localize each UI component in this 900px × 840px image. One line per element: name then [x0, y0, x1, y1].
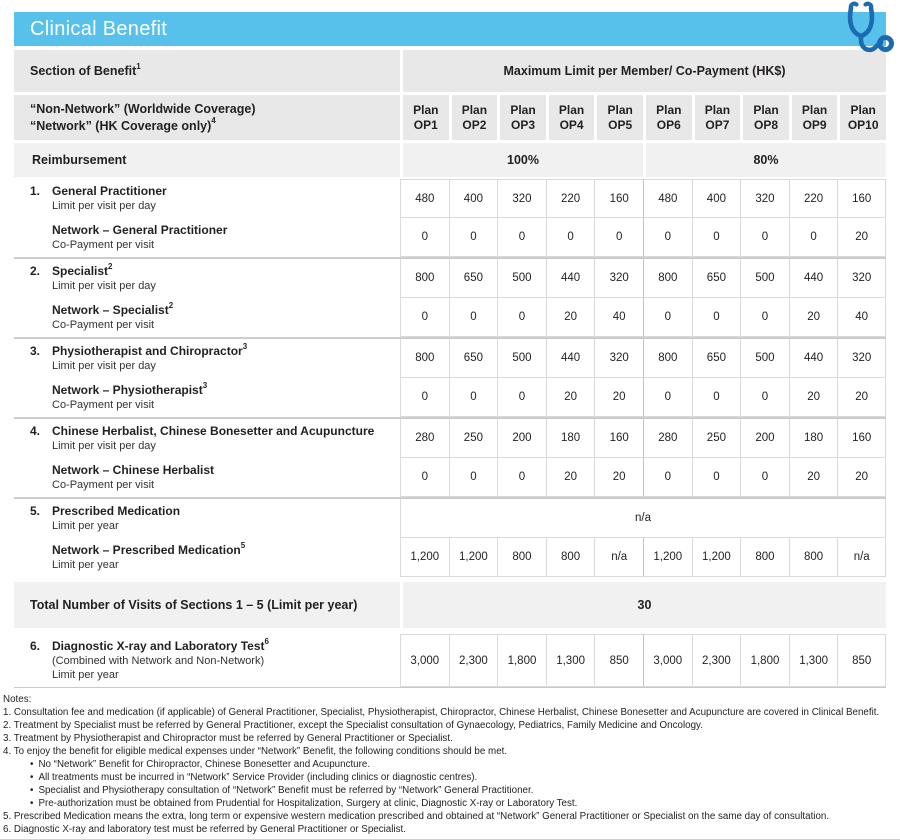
benefit-label: Network – Prescribed Medication$^5$ Limit per year [52, 541, 246, 571]
non-network-label: “Non-Network” (Worldwide Coverage) [30, 101, 256, 116]
benefit-value: 0 [449, 458, 498, 497]
note-item: 6. Diagnostic X-ray and laboratory test must be referred by General Practitioner or Specialist. [3, 824, 406, 835]
benefit-value: 800 [497, 538, 546, 577]
benefit-value: 500 [497, 259, 546, 298]
benefit-value: 20 [546, 378, 595, 417]
plan-column-header: Plan OP2 [449, 95, 498, 140]
benefit-value: 20 [837, 218, 886, 257]
benefit-value: 500 [740, 259, 789, 298]
note-item: 3. Treatment by Physiotherapist and Chiropractor must be referred by General Practitioner or Specialist. [3, 733, 453, 744]
benefit-value: 20 [594, 458, 643, 497]
notes-list [3, 706, 886, 836]
benefit-value: 0 [497, 378, 546, 417]
benefit-value: 2,300 [449, 634, 498, 687]
benefit-value: 650 [449, 339, 498, 378]
benefit-value: 250 [692, 419, 741, 458]
benefit-label: Network – Chinese Herbalist Co-Payment per visit [52, 463, 215, 491]
benefit-value: 320 [594, 259, 643, 298]
total-visits-value: 30 [400, 582, 886, 628]
plan-header-row [14, 95, 886, 140]
benefit-value: 1,200 [692, 538, 741, 577]
network-coverage-header [14, 95, 400, 140]
plan-column-header: Plan OP3 [497, 95, 546, 140]
benefit-value: 20 [789, 458, 838, 497]
benefit-value: 200 [497, 419, 546, 458]
benefit-value: 0 [449, 298, 498, 337]
benefit-value: 0 [789, 218, 838, 257]
benefit-value: 1,800 [740, 634, 789, 687]
benefit-value: 180 [546, 419, 595, 458]
benefit-value: 0 [449, 218, 498, 257]
benefit-value: 800 [643, 339, 692, 378]
benefit-value: 0 [643, 298, 692, 337]
benefit-value: 1,800 [497, 634, 546, 687]
benefit-value: 480 [400, 179, 449, 218]
benefit-value: 160 [837, 419, 886, 458]
benefit-label: Network – Specialist$^2$ Co-Payment per visit [52, 301, 174, 331]
network-benefit-row [14, 458, 886, 497]
benefit-value: 440 [546, 259, 595, 298]
benefit-row [14, 337, 886, 378]
note-item: • Pre-authorization must be obtained from Prudential for Hospitalization, Surgery at clinic, Diagnostic X-ray or Laboratory Test. [30, 798, 578, 809]
benefit-value: 160 [594, 179, 643, 218]
plan-column-header: Plan OP5 [594, 95, 643, 140]
benefit-value: 3,000 [400, 634, 449, 687]
note-item: 4. To enjoy the benefit for eligible medical expenses under “Network” Benefit, the following conditions should be met. [3, 746, 508, 757]
benefit-value: 0 [643, 378, 692, 417]
benefit-value: 20 [837, 378, 886, 417]
benefit-value: 1,300 [789, 634, 838, 687]
note-item: • Specialist and Physiotherapy consultation of “Network” Benefit must be referred by “Network” General Practitioner. [30, 785, 534, 796]
benefit-value: n/a [837, 538, 886, 577]
benefit-value: 800 [789, 538, 838, 577]
stethoscope-icon [838, 1, 894, 53]
note-item: 5. Prescribed Medication means the extra, long term or expensive western medication prescribed and obtained at “Network” General Practitioner or Specialist on the same day of consultation. [3, 811, 830, 822]
benefit-label: 5. Prescribed Medication Limit per year [30, 504, 181, 532]
benefit-row [14, 497, 886, 538]
benefit-value: 0 [400, 298, 449, 337]
reimbursement-row [14, 143, 886, 177]
max-limit-label: Maximum Limit per Member/ Co-Payment (HK$) [503, 64, 786, 78]
benefit-value: 20 [789, 298, 838, 337]
benefit-value: 0 [643, 218, 692, 257]
benefit-value: 0 [692, 378, 741, 417]
plan-column-header: Plan OP10 [837, 95, 886, 140]
benefit-value: 320 [837, 259, 886, 298]
benefit-value: 20 [837, 458, 886, 497]
max-limit-header [400, 50, 886, 92]
benefit-value: 0 [497, 298, 546, 337]
benefit-label: 1. General Practitioner Limit per visit per day [30, 184, 167, 212]
benefit-value: 0 [497, 458, 546, 497]
benefit-value: 650 [449, 259, 498, 298]
benefit-value: 280 [643, 419, 692, 458]
benefit-value: 0 [740, 298, 789, 337]
plan-column-header: Plan OP4 [546, 95, 595, 140]
benefit-value: 20 [546, 458, 595, 497]
footnote-ref: 1 [136, 61, 141, 71]
benefit-value: 160 [837, 179, 886, 218]
benefit-value: 440 [789, 259, 838, 298]
benefit-value: 850 [837, 634, 886, 687]
benefit-value: 440 [789, 339, 838, 378]
benefit-row [14, 179, 886, 218]
benefit-value: 480 [643, 179, 692, 218]
benefit-value: 3,000 [643, 634, 692, 687]
benefit-value: 0 [692, 298, 741, 337]
benefit-row [14, 417, 886, 458]
benefit-value: 800 [643, 259, 692, 298]
benefit-value: 800 [740, 538, 789, 577]
plan-column-header: Plan OP8 [740, 95, 789, 140]
benefit-value: 500 [740, 339, 789, 378]
note-item: • All treatments must be incurred in “Network” Service Provider (including clinics or diagnostic centres). [30, 772, 478, 783]
benefit-value: 0 [740, 378, 789, 417]
benefit-row [14, 634, 886, 688]
network-benefit-row [14, 538, 886, 577]
table-header-row [14, 50, 886, 92]
benefit-value: 220 [546, 179, 595, 218]
benefit-label: Network – Physiotherapist$^3$ Co-Payment per visit [52, 381, 208, 411]
benefit-value: 1,200 [400, 538, 449, 577]
benefit-rows-group [14, 634, 886, 688]
benefit-value: 160 [594, 419, 643, 458]
benefit-value: 180 [789, 419, 838, 458]
benefit-value: 850 [594, 634, 643, 687]
benefit-value: 800 [400, 339, 449, 378]
benefit-value: 0 [692, 218, 741, 257]
reimbursement-label: Reimbursement [14, 143, 400, 177]
benefit-value: 320 [594, 339, 643, 378]
benefit-value: 220 [789, 179, 838, 218]
benefit-value: 800 [546, 538, 595, 577]
benefit-value: 280 [400, 419, 449, 458]
plan-column-header: Plan OP9 [789, 95, 838, 140]
benefit-value: 0 [740, 218, 789, 257]
benefit-value: 20 [789, 378, 838, 417]
network-label: “Network” (HK Coverage only) [30, 118, 212, 133]
benefit-value: 650 [692, 339, 741, 378]
benefit-value: 320 [497, 179, 546, 218]
benefit-label: 2. Specialist$^2$ Limit per visit per day [30, 262, 156, 292]
benefit-value: 1,300 [546, 634, 595, 687]
note-item: 2. Treatment by Specialist must be referred by General Practitioner, except the Specialist consultation of Gynaecology, Pediatrics, Family Medicine and Oncology. [3, 720, 703, 731]
section-banner [14, 12, 886, 46]
benefit-value: 40 [594, 298, 643, 337]
note-item: • No “Network” Benefit for Chiropractor, Chinese Bonesetter and Acupuncture. [30, 759, 371, 770]
benefit-value: 2,300 [692, 634, 741, 687]
benefit-value: 0 [643, 458, 692, 497]
benefit-value: 0 [692, 458, 741, 497]
network-benefit-row [14, 378, 886, 417]
notes-heading: Notes: [3, 694, 32, 705]
benefit-value-merged: n/a [400, 499, 886, 538]
plan-column-header: Plan OP6 [643, 95, 692, 140]
benefit-value: 800 [400, 259, 449, 298]
note-item: 1. Consultation fee and medication (if applicable) of General Practitioner, Specialist, Physiotherapist, Chiropractor, Chinese Herbalist, Chinese Bonesetter and Acupuncture are covered in Clinical Benefit. [3, 707, 880, 718]
benefit-value: 1,200 [449, 538, 498, 577]
page-title: Clinical Benefit [30, 17, 168, 40]
reimbursement-value-100: 100% [400, 143, 643, 177]
benefit-value: 0 [400, 378, 449, 417]
benefit-value: 0 [497, 218, 546, 257]
benefit-label: Network – General Practitioner Co-Payment per visit [52, 223, 228, 251]
network-benefit-row [14, 218, 886, 257]
footnote-ref: 4 [211, 116, 216, 126]
benefit-value: 0 [449, 378, 498, 417]
section-of-benefit-label: Section of Benefit [30, 64, 137, 78]
benefit-label: 3. Physiotherapist and Chiropractor$^3$ Limit per visit per day [30, 342, 248, 372]
benefit-label: 6. Diagnostic X-ray and Laboratory Test$^6$ (Combined with Network and Non-Network) Limit per year [30, 637, 269, 681]
benefit-value: n/a [594, 538, 643, 577]
network-benefit-row [14, 298, 886, 337]
benefit-value: 200 [740, 419, 789, 458]
benefit-label: 4. Chinese Herbalist, Chinese Bonesetter and Acupuncture Limit per visit per day [30, 424, 375, 452]
benefit-value: 40 [837, 298, 886, 337]
benefit-value: 250 [449, 419, 498, 458]
benefit-value: 650 [692, 259, 741, 298]
plan-column-header: Plan OP7 [692, 95, 741, 140]
benefit-row [14, 257, 886, 298]
reimbursement-value-80: 80% [643, 143, 886, 177]
benefit-value: 320 [740, 179, 789, 218]
benefit-value: 1,200 [643, 538, 692, 577]
benefit-value: 0 [594, 218, 643, 257]
benefit-rows-group [14, 179, 886, 577]
benefit-value: 20 [546, 298, 595, 337]
benefit-value: 500 [497, 339, 546, 378]
benefit-value: 320 [837, 339, 886, 378]
notes-section [3, 693, 886, 836]
benefit-value: 0 [546, 218, 595, 257]
benefit-value: 400 [449, 179, 498, 218]
benefit-value: 20 [594, 378, 643, 417]
benefit-value: 440 [546, 339, 595, 378]
benefit-value: 0 [740, 458, 789, 497]
total-visits-label: Total Number of Visits of Sections 1 – 5 (Limit per year) [14, 582, 400, 628]
benefit-value: 400 [692, 179, 741, 218]
section-of-benefit-header [14, 50, 400, 92]
total-visits-row [14, 582, 886, 628]
benefit-value: 0 [400, 458, 449, 497]
plan-column-header: Plan OP1 [400, 95, 449, 140]
benefit-value: 0 [400, 218, 449, 257]
